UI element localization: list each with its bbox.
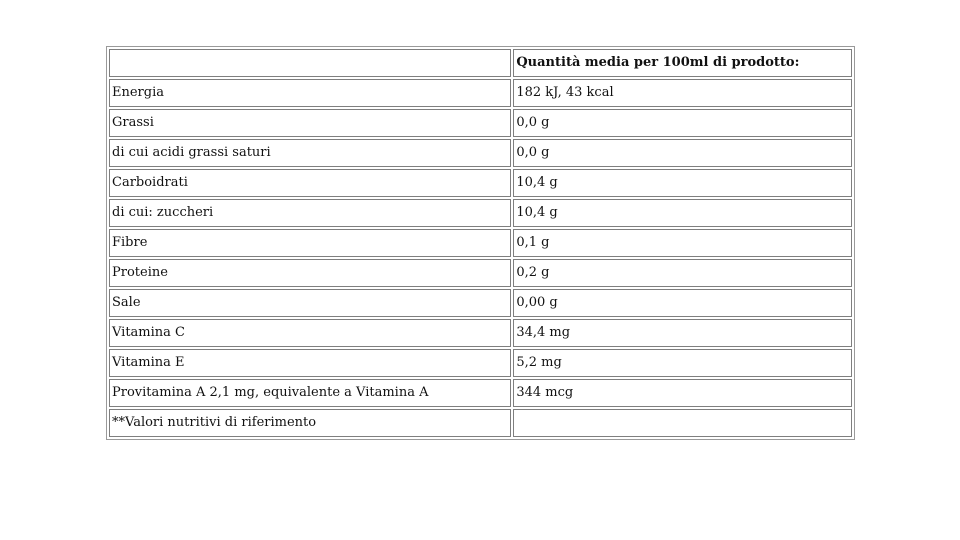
nutrient-value: 0,1 g — [513, 229, 852, 257]
nutrient-label: Grassi — [109, 109, 511, 137]
table-row — [109, 259, 852, 287]
nutrient-label: Carboidrati — [109, 169, 511, 197]
table-row — [109, 319, 852, 347]
nutrient-label: Proteine — [109, 259, 511, 287]
table-row — [109, 229, 852, 257]
table-row — [109, 79, 852, 107]
table-row — [109, 379, 852, 407]
nutrient-value: 0,0 g — [513, 109, 852, 137]
header-value-cell: Quantità media per 100ml di prodotto: — [513, 49, 852, 77]
nutrient-value: 34,4 mg — [513, 319, 852, 347]
nutrient-label: **Valori nutritivi di riferimento — [109, 409, 511, 437]
nutrient-value: 0,00 g — [513, 289, 852, 317]
nutrient-value: 10,4 g — [513, 169, 852, 197]
nutrient-label: Provitamina A 2,1 mg, equivalente a Vitamina A — [109, 379, 511, 407]
nutrient-label: di cui acidi grassi saturi — [109, 139, 511, 167]
header-label-cell — [109, 49, 511, 77]
table-row — [109, 289, 852, 317]
nutrition-table — [106, 46, 855, 440]
nutrient-value: 10,4 g — [513, 199, 852, 227]
nutrient-value: 0,2 g — [513, 259, 852, 287]
nutrient-label: di cui: zuccheri — [109, 199, 511, 227]
table-row — [109, 409, 852, 437]
nutrient-value: 5,2 mg — [513, 349, 852, 377]
nutrient-value: 0,0 g — [513, 139, 852, 167]
nutrient-label: Energia — [109, 79, 511, 107]
table-row — [109, 109, 852, 137]
nutrient-label: Sale — [109, 289, 511, 317]
nutrient-label: Vitamina E — [109, 349, 511, 377]
nutrient-value: 182 kJ, 43 kcal — [513, 79, 852, 107]
nutrient-label: Fibre — [109, 229, 511, 257]
table-row — [109, 349, 852, 377]
nutrient-value — [513, 409, 852, 437]
table-row — [109, 139, 852, 167]
table-header-row — [109, 49, 852, 77]
nutrient-label: Vitamina C — [109, 319, 511, 347]
nutrient-value: 344 mcg — [513, 379, 852, 407]
table-row — [109, 199, 852, 227]
table-row — [109, 169, 852, 197]
